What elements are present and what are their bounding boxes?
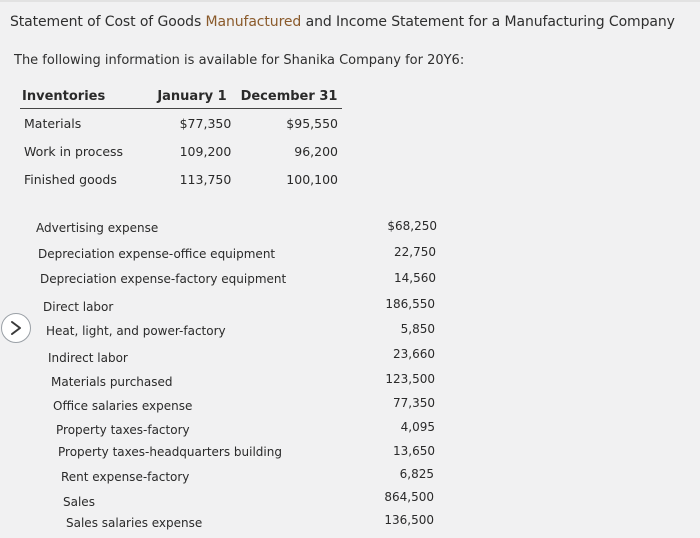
row-dec-value: 100,100 [286, 171, 338, 187]
account-amount: 5,850 [400, 322, 435, 336]
row-jan-value: 109,200 [179, 143, 232, 159]
next-arrow-button[interactable] [1, 313, 31, 343]
row-label: Finished goods [24, 171, 117, 187]
row-jan-value: 113,750 [179, 171, 232, 187]
account-amount: 864,500 [384, 490, 434, 504]
account-label: Sales salaries expense [66, 516, 203, 530]
account-amount: 22,750 [394, 245, 436, 259]
intro-text: The following information is available for Shanika Company for 20Y6: [14, 53, 465, 68]
title-highlight: Manufactured [205, 14, 302, 30]
account-label: Property taxes-headquarters building [58, 445, 282, 459]
account-label: Indirect labor [48, 351, 128, 365]
row-jan-value: $77,350 [179, 115, 232, 131]
row-label: Materials [24, 115, 82, 131]
row-label: Work in process [24, 143, 124, 159]
account-amount: 13,650 [393, 444, 435, 458]
account-label: Direct labor [43, 300, 114, 314]
account-label: Advertising expense [36, 221, 159, 235]
account-amount: 77,350 [393, 396, 435, 410]
row-dec-value: 96,200 [294, 143, 338, 159]
account-label: Property taxes-factory [56, 423, 190, 437]
account-amount: $68,250 [387, 219, 437, 233]
account-label: Depreciation expense-office equipment [38, 247, 276, 261]
account-amount: 186,550 [385, 297, 435, 311]
account-amount: 4,095 [400, 420, 435, 434]
account-amount: 123,500 [385, 372, 435, 386]
header-january-1: January 1 [157, 88, 227, 104]
row-dec-value: $95,550 [286, 115, 338, 131]
account-label: Sales [63, 495, 95, 509]
account-label: Materials purchased [51, 375, 173, 389]
account-label: Rent expense-factory [61, 470, 190, 484]
account-amount: 14,560 [394, 271, 436, 285]
account-amount: 6,825 [399, 467, 434, 481]
chevron-right-icon [9, 320, 23, 336]
account-label: Heat, light, and power-factory [46, 324, 226, 338]
title-part-3: and Income Statement for a Manufacturing Company [301, 14, 675, 30]
title-part-1: Statement of Cost of Goods [10, 14, 206, 30]
account-label: Office salaries expense [53, 399, 193, 413]
header-december-31: December 31 [240, 88, 338, 104]
account-amount: 23,660 [393, 347, 435, 361]
account-label: Depreciation expense-factory equipment [40, 272, 287, 286]
header-inventories: Inventories [22, 88, 106, 104]
account-amount: 136,500 [384, 513, 434, 527]
